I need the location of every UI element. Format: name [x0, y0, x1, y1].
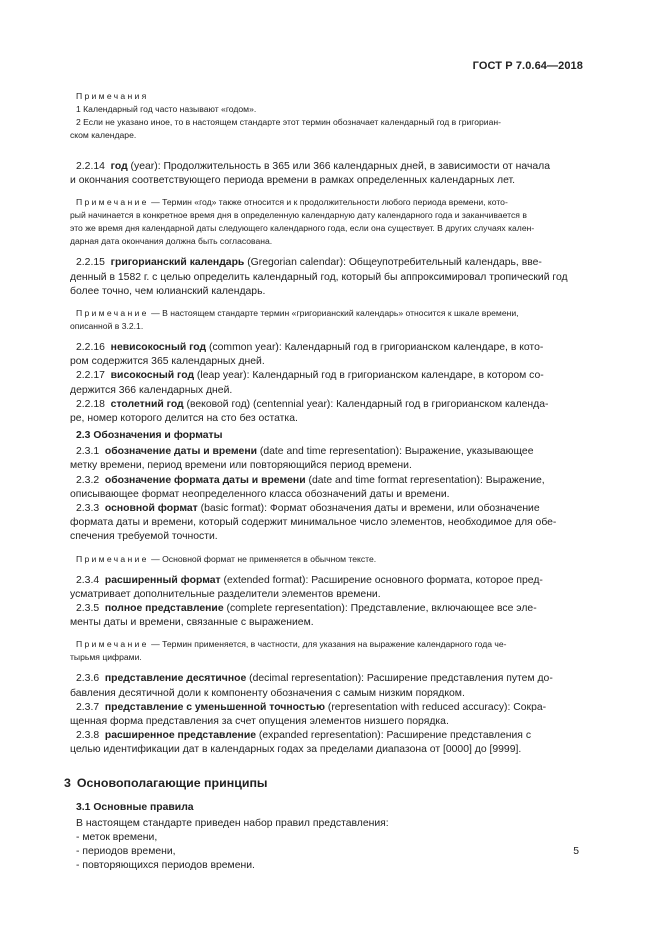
def-text: ре, номер которого делится на сто без остатка.	[70, 413, 298, 425]
def-text: денный в 1582 г. с целью определить календарный год, который бы аппроксимировал тропический год	[70, 271, 568, 283]
section-3-heading	[64, 776, 584, 790]
def-text: менты даты и времени, связанные с выражением.	[70, 617, 314, 629]
def-text: (leap year): Календарный год в григорианском календаре, в котором со-	[194, 370, 544, 382]
def-term: расширенный формат	[104, 574, 221, 586]
definition-2-2-15	[70, 256, 584, 299]
note-item: ском календаре.	[70, 130, 137, 140]
def-text: и окончания соответствующего периода времени в рамках определенных календарных лет.	[70, 175, 516, 187]
def-text: (date and time format representation): Выражение,	[305, 474, 545, 486]
definition-2-3-5	[70, 602, 584, 630]
def-text: (year): Продолжительность в 365 или 366 календарных дней, в зависимости от начала	[127, 161, 550, 172]
note-item: 1 Календарный год часто называют «годом».	[76, 104, 257, 114]
note-2-2-15	[70, 307, 584, 333]
note-text: описанной в 3.2.1.	[70, 321, 144, 332]
def-text: метку времени, период времени или повторяющийся период времени.	[70, 460, 412, 472]
def-text: (decimal representation): Расширение представления путем до-	[246, 673, 553, 685]
def-number: 2.3.5	[76, 603, 100, 615]
def-text: (Gregorian calendar): Общеупотребительный календарь, вве-	[244, 257, 542, 269]
def-number: 2.3.1	[76, 446, 100, 458]
page-number: 5	[573, 846, 579, 857]
def-number: 2.3.4	[76, 574, 100, 586]
def-text: спечения требуемой точности.	[70, 531, 218, 543]
def-text: (вековой год) (centennial year): Календарный год в григорианском календа-	[183, 398, 549, 410]
note-item: 2 Если не указано иное, то в настоящем стандарте этот термин обозначает календарный год в григориан-	[76, 117, 501, 127]
definition-2-3-3	[70, 502, 584, 545]
page-content	[64, 90, 584, 874]
def-term: представление десятичное	[104, 673, 247, 685]
note-label: Примечание	[76, 553, 149, 564]
def-text: ром содержится 365 календарных дней.	[70, 356, 265, 368]
note-text: — Термин «год» также относится и к продолжительности любого периода времени, кото-	[148, 197, 508, 208]
def-number: 2.3.8	[76, 730, 100, 742]
def-term: невисокосный год	[110, 342, 207, 354]
list-item: - повторяющихся периодов времени.	[76, 860, 255, 872]
rules-list	[76, 831, 584, 874]
def-text: бавления десятичной доли к компоненту обозначения с самым низким порядком.	[70, 687, 465, 699]
def-term: основной формат	[104, 503, 198, 515]
def-text: (expanded representation): Расширение представления с	[256, 730, 532, 742]
def-text: описывающее формат неопределенного класса обозначений даты и времени.	[70, 488, 450, 500]
definition-2-3-6	[70, 672, 584, 700]
notes-block	[70, 90, 584, 142]
definition-2-3-1	[70, 445, 584, 473]
note-text: дарная дата окончания должна быть согласована.	[70, 236, 273, 247]
definition-2-3-2	[70, 474, 584, 502]
note-label: Примечание	[76, 308, 149, 319]
def-text: усматривает дополнительные разделители элементов времени.	[70, 588, 381, 600]
note-text: — Термин применяется, в частности, для указания на выражение календарного года че-	[148, 639, 507, 650]
note-text: — В настоящем стандарте термин «григорианский календарь» относится к шкале времени,	[148, 308, 519, 319]
list-item: - периодов времени,	[76, 846, 176, 858]
def-number: 2.2.18	[76, 398, 105, 410]
def-term: расширенное представление	[104, 730, 256, 742]
note-text: рый начинается в конкретное время дня в определенную календарную дату календарного года и заканчивается в	[70, 210, 527, 221]
def-number: 2.3.2	[76, 474, 100, 486]
def-term: полное представление	[104, 603, 224, 615]
note-label: Примечание	[76, 197, 149, 208]
definition-2-3-7	[70, 701, 584, 729]
def-term: григорианский календарь	[110, 257, 245, 269]
section-3-1-intro: В настоящем стандарте приведен набор правил представления:	[76, 817, 389, 829]
def-term: обозначение формата даты и времени	[104, 474, 306, 486]
section-number: 3	[64, 775, 71, 790]
def-term: високосный год	[110, 370, 195, 382]
def-text: целью идентификации дат в календарных годах за пределами диапазона от [0000] до [9999].	[70, 744, 522, 756]
def-number: 2.3.3	[76, 503, 100, 515]
def-text: (complete representation): Представление, включающее все эле-	[223, 603, 537, 615]
def-text: (representation with reduced accuracy): Сокра-	[324, 701, 547, 713]
def-term: представление с уменьшенной точностью	[104, 701, 325, 713]
def-number: 2.2.14	[76, 161, 105, 172]
definition-2-2-18	[70, 398, 584, 426]
def-number: 2.3.7	[76, 701, 100, 713]
definition-2-2-17	[70, 369, 584, 397]
def-text: щенная форма представления за счет опущения элементов низшего порядка.	[70, 716, 449, 728]
section-title: Основополагающие принципы	[76, 775, 268, 790]
note-text: — Основной формат не применяется в обычном тексте.	[148, 553, 377, 564]
def-text: (date and time representation): Выражение, указывающее	[257, 446, 534, 458]
def-number: 2.2.15	[76, 257, 105, 269]
definition-2-3-4	[70, 574, 584, 602]
list-item: - меток времени,	[76, 831, 158, 843]
def-text: (basic format): Формат обозначения даты и времени, или обозначение	[197, 503, 540, 515]
def-term: обозначение даты и времени	[104, 446, 257, 458]
def-text: держится 366 календарных дней.	[70, 384, 233, 396]
note-2-3-5	[70, 638, 584, 664]
definition-2-2-14	[70, 160, 584, 188]
def-number: 2.2.16	[76, 342, 105, 354]
note-2-3-3	[70, 553, 584, 566]
note-label: Примечание	[76, 639, 149, 650]
section-3-1-heading: 3.1 Основные правила	[76, 801, 194, 813]
def-term: год	[110, 161, 128, 172]
note-2-2-14	[70, 196, 584, 248]
definition-2-2-16	[70, 341, 584, 369]
def-number: 2.2.17	[76, 370, 105, 382]
def-term: столетний год	[110, 398, 184, 410]
def-text: формата даты и времени, который содержит минимальное число элементов, необходимое для обе-	[70, 517, 557, 529]
def-text: (extended format): Расширение основного формата, которое пред-	[220, 574, 543, 586]
definition-2-3-8	[70, 729, 584, 757]
document-code: ГОСТ Р 7.0.64—2018	[472, 60, 583, 72]
def-text: более точно, чем юлианский календарь.	[70, 285, 266, 297]
def-number: 2.3.6	[76, 673, 100, 685]
note-text: тырьмя цифрами.	[70, 652, 142, 663]
notes-title: Примечания	[76, 91, 149, 101]
note-text: это же время дня календарной даты следующего календарного года, если она существует. В других случаях кален-	[70, 223, 535, 234]
def-text: (common year): Календарный год в григорианском календаре, в кото-	[206, 342, 544, 354]
section-2-3-heading: 2.3 Обозначения и форматы	[76, 430, 223, 442]
